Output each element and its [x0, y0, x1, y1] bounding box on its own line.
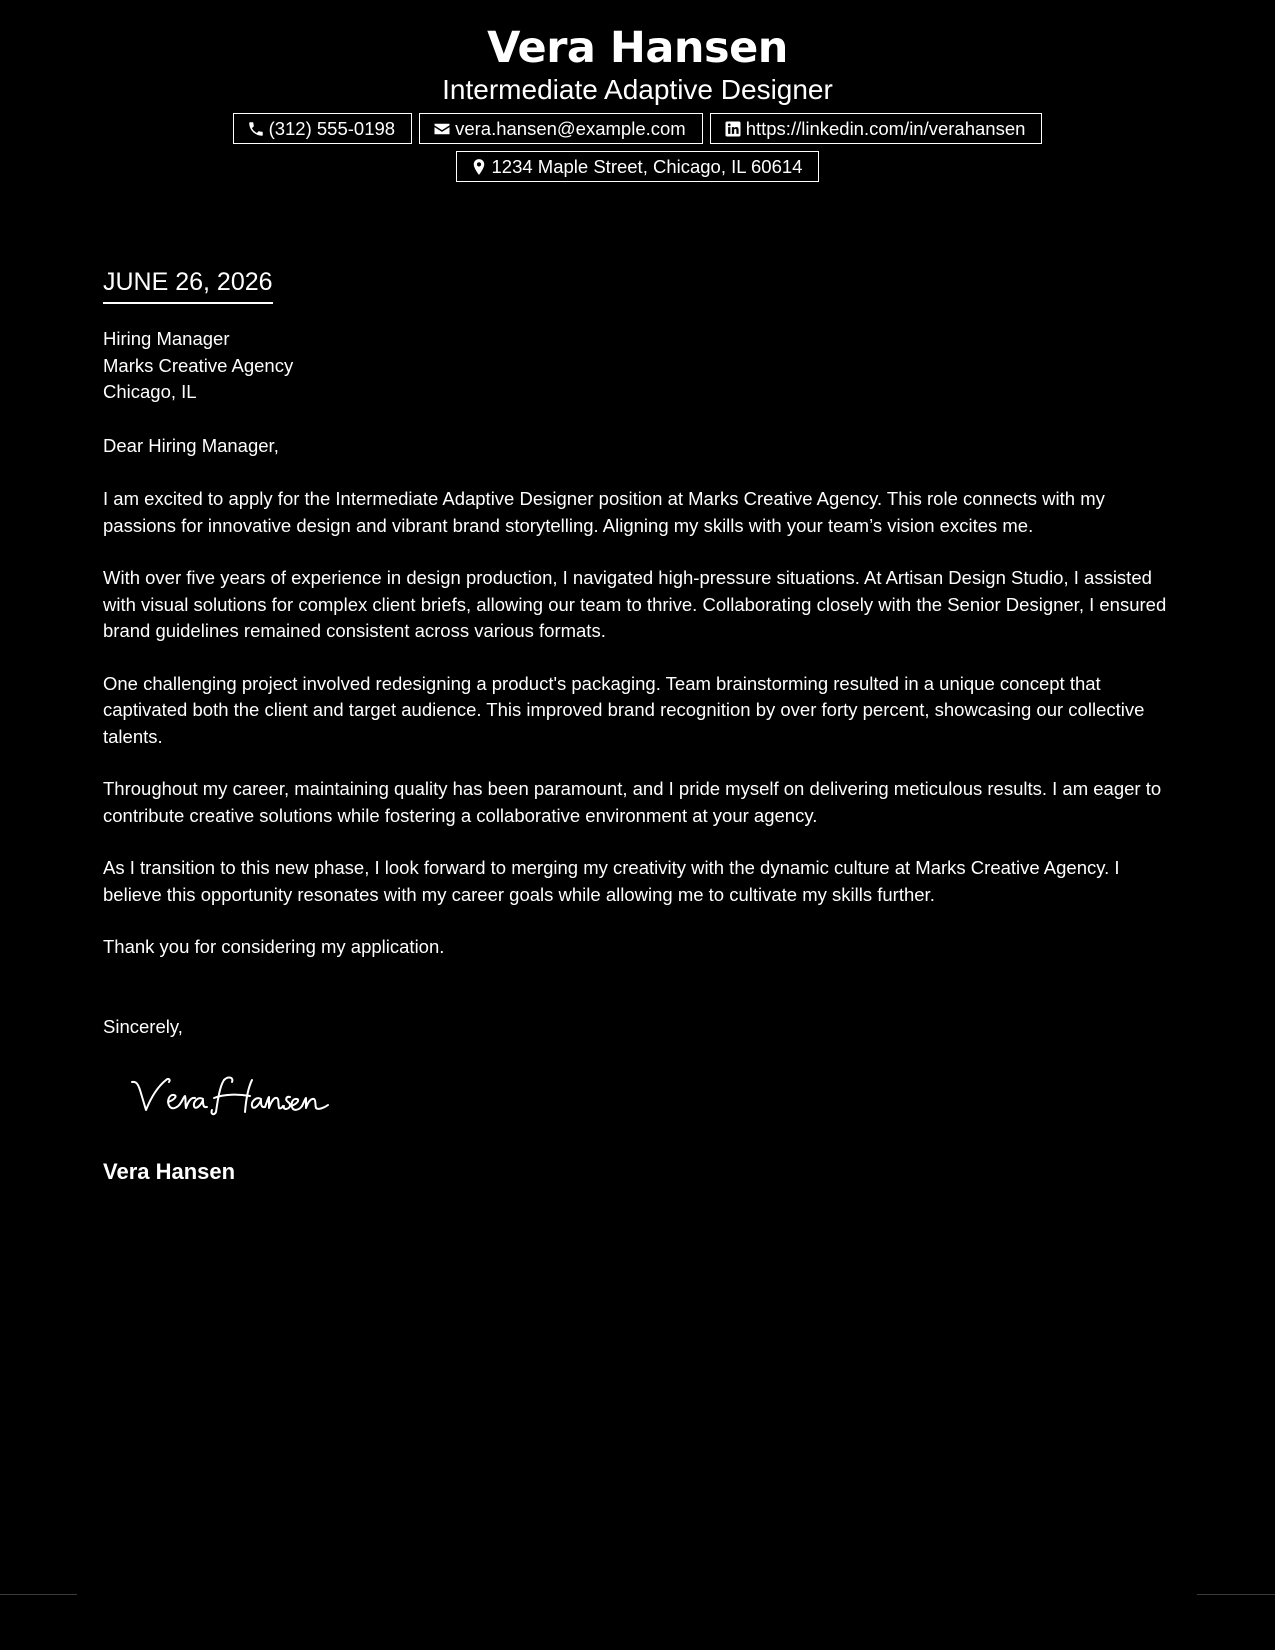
- linkedin-chip[interactable]: [710, 113, 1043, 144]
- map-pin-icon: [470, 158, 488, 176]
- body-paragraph: I am excited to apply for the Intermediate Adaptive Designer position at Marks Creative Agency. This role connects with my passions for innovative design and vibrant brand storytelling. Aligning my skills with your team’s vision excites me.: [103, 488, 1105, 536]
- footer-divider: [1197, 1594, 1275, 1595]
- applicant-name: Vera Hansen: [487, 23, 788, 73]
- contact-row: [0, 151, 1275, 182]
- letter-date: JUNE 26, 2026: [103, 266, 273, 304]
- phone-text: (312) 555-0198: [268, 117, 396, 139]
- email-text: vera.hansen@example.com: [455, 117, 686, 139]
- envelope-icon: [433, 120, 451, 138]
- body-paragraph: One challenging project involved redesigning a product's packaging. Team brainstorming resulted in a unique concept that captivated both the client and target audience. This improved brand recognition by over forty percent, showcasing our collective talents.: [103, 672, 1145, 747]
- body-paragraph: Throughout my career, maintaining quality has been paramount, and I pride myself on delivering meticulous results. I am eager to contribute creative solutions while fostering a collaborative environment at your agency.: [103, 778, 1162, 826]
- handwritten-signature: [128, 1072, 338, 1122]
- recipient-line: Hiring Manager: [103, 328, 230, 349]
- recipient-block: [103, 326, 1175, 406]
- recipient-line: Chicago, IL: [103, 381, 197, 402]
- salutation: Dear Hiring Manager,: [103, 435, 279, 456]
- footer-divider: [0, 1594, 77, 1595]
- phone-icon: [247, 120, 265, 138]
- address-text: 1234 Maple Street, Chicago, IL 60614: [491, 155, 803, 177]
- contact-row: [0, 113, 1275, 144]
- linkedin-text: https://linkedin.com/in/verahansen: [745, 117, 1026, 139]
- address-chip: [456, 151, 820, 182]
- body-paragraph: Thank you for considering my application.: [103, 936, 445, 957]
- signer-name: Vera Hansen: [103, 1159, 236, 1184]
- body-paragraph: With over five years of experience in design production, I navigated high-pressure situations. At Artisan Design Studio, I assisted with visual solutions for complex client briefs, allowing our team to thrive. Collaborating closely with the Senior Designer, I ensured brand guidelines remained consistent across various formats.: [103, 567, 1167, 641]
- email-chip[interactable]: [419, 113, 703, 144]
- closing: Sincerely,: [103, 1016, 183, 1037]
- phone-chip[interactable]: [233, 113, 413, 144]
- letter-body: [103, 486, 1175, 987]
- applicant-title: Intermediate Adaptive Designer: [442, 74, 833, 105]
- recipient-line: Marks Creative Agency: [103, 354, 294, 376]
- body-paragraph: As I transition to this new phase, I look forward to merging my creativity with the dynamic culture at Marks Creative Agency. I believe this opportunity resonates with my career goals while allowing me to cultivate my skills further.: [103, 857, 1120, 905]
- linkedin-icon: [724, 120, 742, 138]
